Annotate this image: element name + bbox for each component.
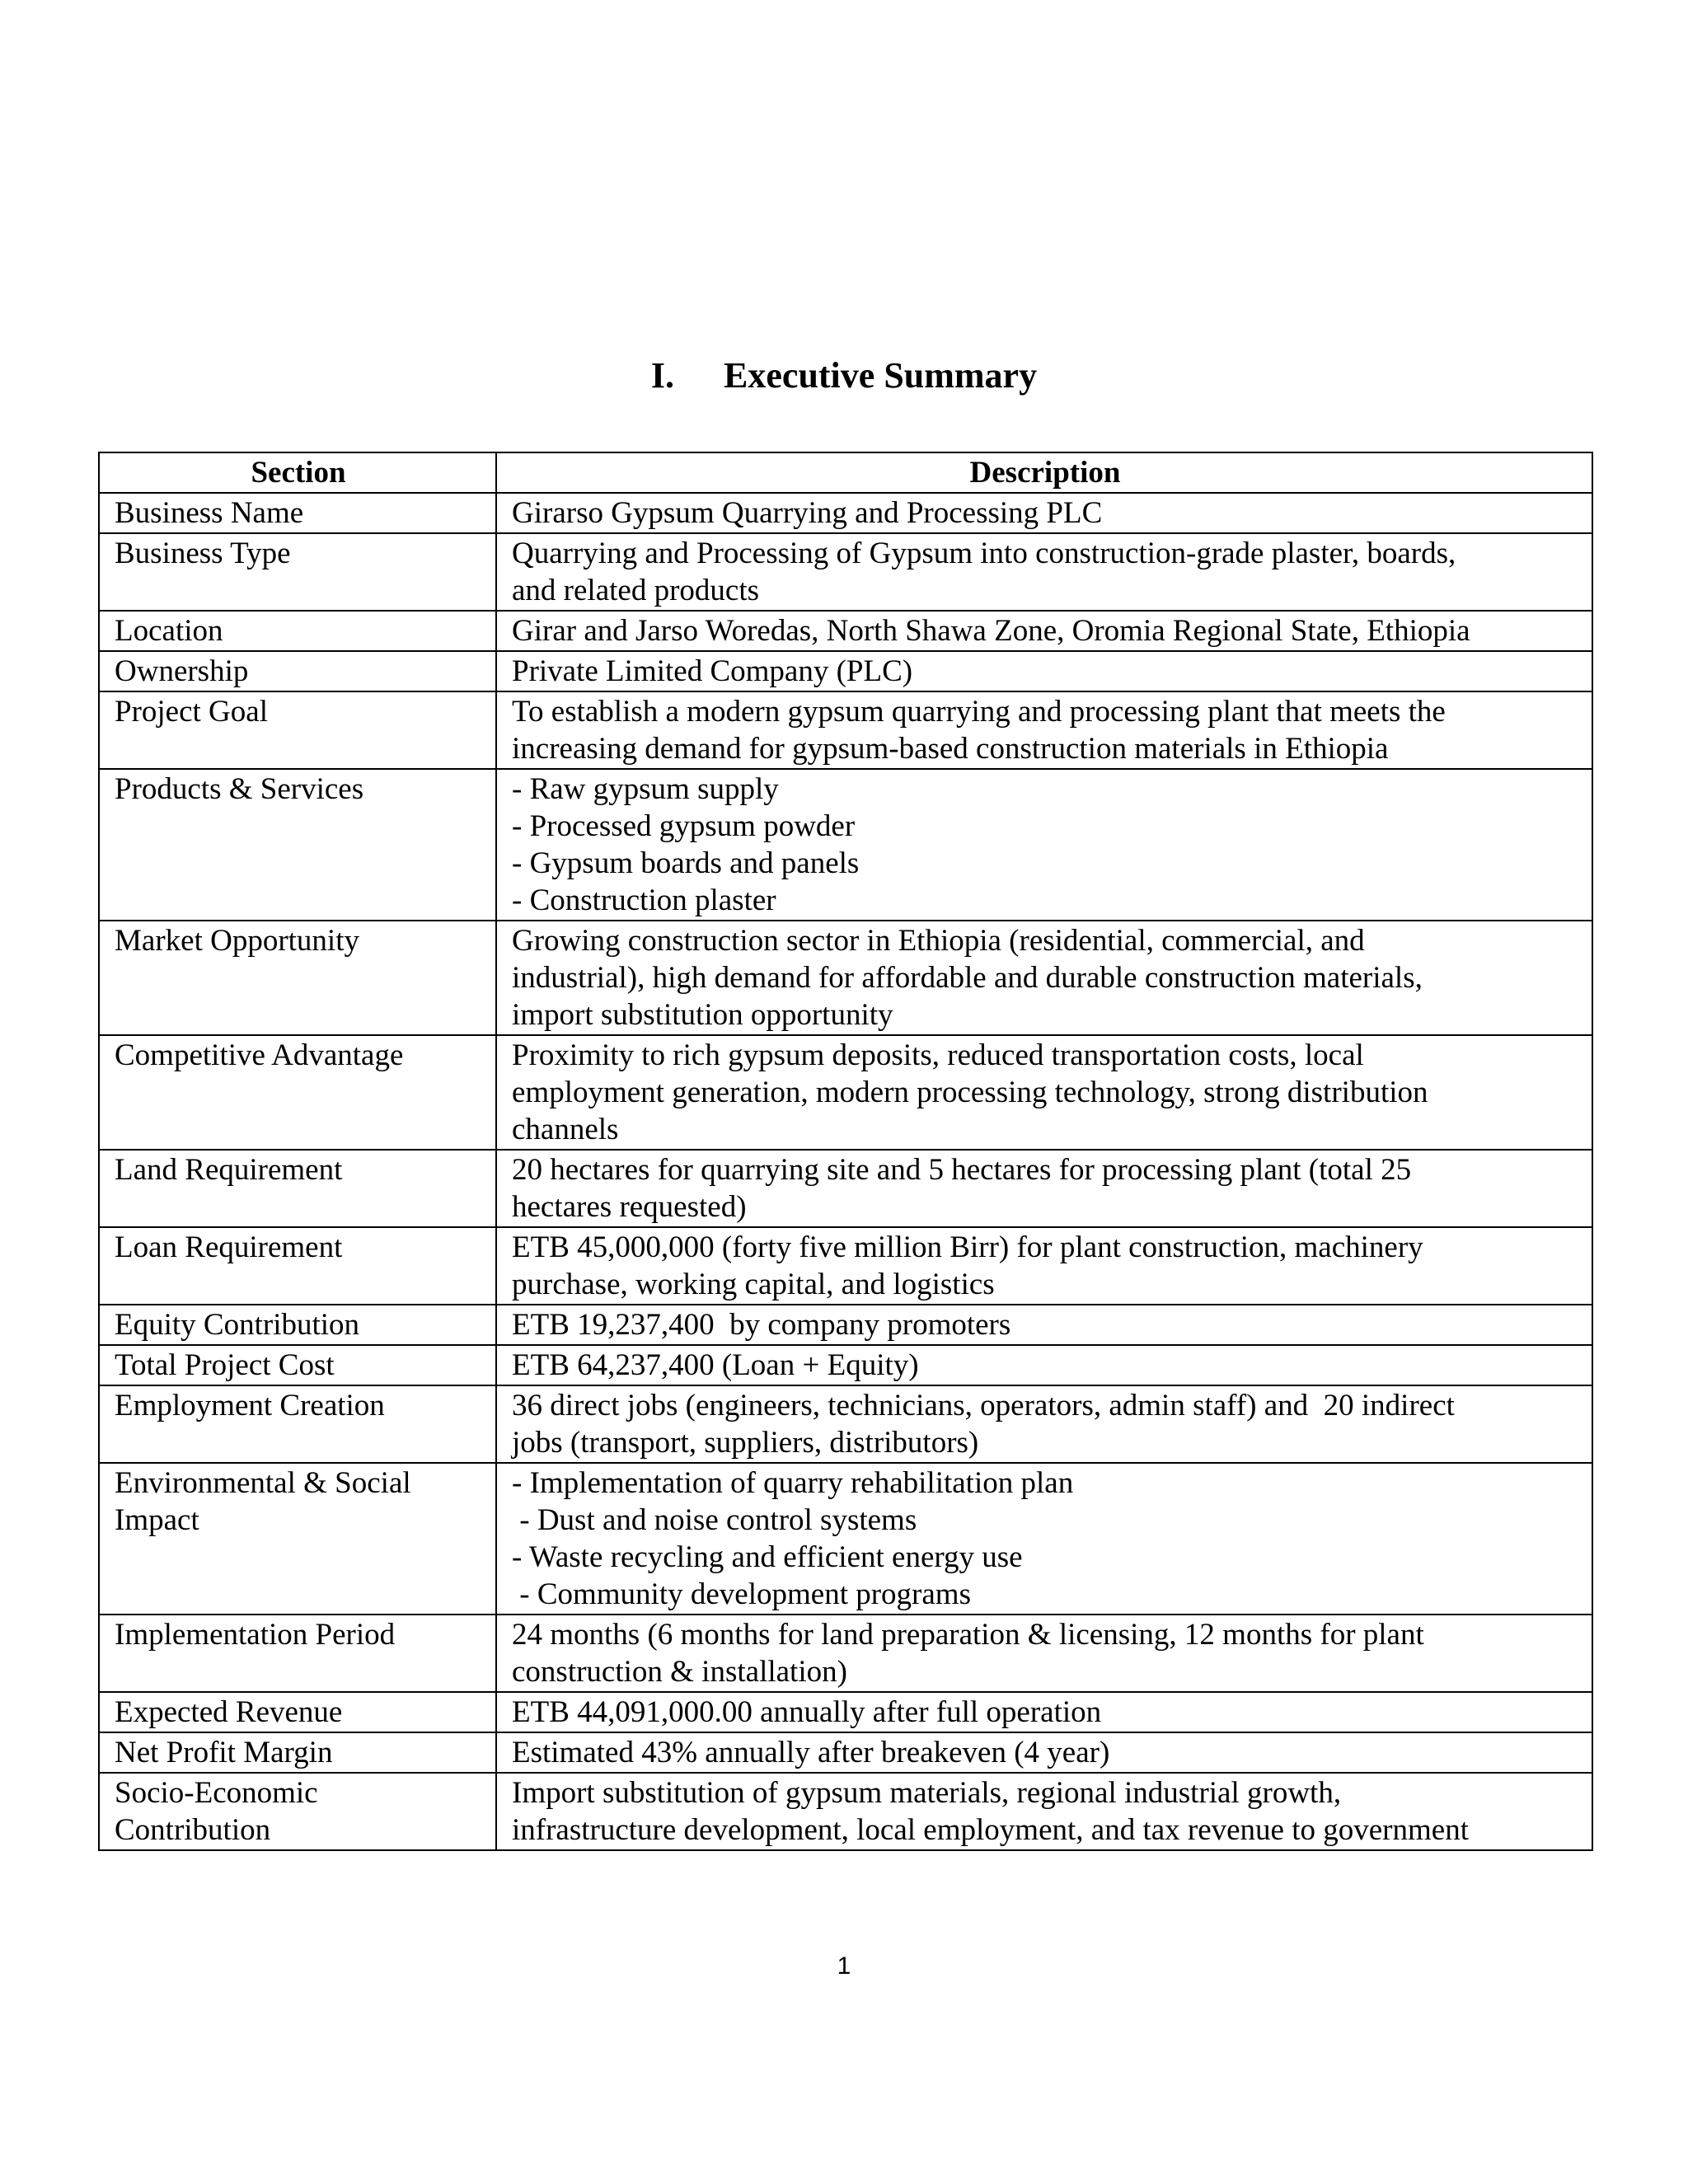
section-line: Ownership [115, 654, 249, 688]
table-header-row [99, 452, 1592, 493]
table-body [99, 493, 1592, 1850]
section-line: Contribution [115, 1813, 271, 1847]
section-line: Expected Revenue [115, 1695, 343, 1729]
description-line: purchase, working capital, and logistics [512, 1268, 995, 1301]
section-line: Market Opportunity [115, 924, 359, 958]
heading-number: I. [650, 355, 675, 396]
table-row [99, 691, 1592, 769]
description-line: channels [512, 1113, 619, 1146]
table-row [99, 1732, 1592, 1773]
section-line: Net Profit Margin [115, 1736, 333, 1769]
description-line: 24 months (6 months for land preparation & licensing, 12 months for plant [512, 1618, 1424, 1652]
table-row [99, 533, 1592, 611]
description-line: - Gypsum boards and panels [512, 846, 860, 880]
description-line: jobs (transport, suppliers, distributors) [512, 1426, 979, 1460]
section-cell [99, 1035, 496, 1150]
table-row [99, 1305, 1592, 1345]
description-line: 20 hectares for quarrying site and 5 hectares for processing plant (total 25 [512, 1153, 1412, 1187]
description-cell [496, 1035, 1592, 1150]
description-line: - Raw gypsum supply [512, 772, 779, 806]
description-cell [496, 1615, 1592, 1692]
description-line: - Community development programs [512, 1577, 971, 1611]
description-line: Girar and Jarso Woredas, North Shawa Zone, Oromia Regional State, Ethiopia [512, 614, 1470, 648]
description-line: industrial), high demand for affordable and durable construction materials, [512, 961, 1423, 995]
table-row [99, 1345, 1592, 1385]
description-cell [496, 611, 1592, 651]
description-cell [496, 691, 1592, 769]
description-line: Growing construction sector in Ethiopia (residential, commercial, and [512, 924, 1365, 958]
description-line: - Implementation of quarry rehabilitation plan [512, 1466, 1074, 1500]
description-line: Girarso Gypsum Quarrying and Processing PLC [512, 496, 1103, 530]
description-line: ETB 19,237,400 by company promoters [512, 1308, 1011, 1342]
description-line: ETB 44,091,000.00 annually after full operation [512, 1695, 1102, 1729]
section-cell [99, 1692, 496, 1732]
description-cell [496, 1345, 1592, 1385]
section-line: Environmental & Social [115, 1466, 411, 1500]
section-cell [99, 1463, 496, 1615]
description-line: Import substitution of gypsum materials, regional industrial growth, [512, 1776, 1342, 1810]
table-row [99, 493, 1592, 533]
description-line: ETB 64,237,400 (Loan + Equity) [512, 1348, 919, 1382]
table-row [99, 1150, 1592, 1227]
table-row [99, 1692, 1592, 1732]
section-cell [99, 1732, 496, 1773]
description-line: import substitution opportunity [512, 998, 893, 1032]
description-cell [496, 1463, 1592, 1615]
executive-summary-table [98, 452, 1593, 1851]
section-cell [99, 921, 496, 1035]
table-row [99, 921, 1592, 1035]
description-cell [496, 1305, 1592, 1345]
section-cell [99, 1773, 496, 1850]
description-line: 36 direct jobs (engineers, technicians, operators, admin staff) and 20 indirect [512, 1389, 1455, 1422]
section-line: Loan Requirement [115, 1230, 343, 1264]
section-line: Equity Contribution [115, 1308, 360, 1342]
section-line: Socio-Economic [115, 1776, 318, 1810]
section-line: Location [115, 614, 223, 648]
description-line: Proximity to rich gypsum deposits, reduced transportation costs, local [512, 1038, 1364, 1072]
section-cell [99, 533, 496, 611]
description-cell [496, 1227, 1592, 1305]
section-line: Project Goal [115, 695, 268, 729]
description-line: - Dust and noise control systems [512, 1503, 917, 1537]
description-cell [496, 1692, 1592, 1732]
section-cell [99, 1345, 496, 1385]
section-line: Total Project Cost [115, 1348, 335, 1382]
section-cell [99, 691, 496, 769]
description-line: Estimated 43% annually after breakeven (4 year) [512, 1736, 1110, 1769]
description-cell [496, 1150, 1592, 1227]
table-row [99, 651, 1592, 691]
description-line: Quarrying and Processing of Gypsum into construction-grade plaster, boards, [512, 537, 1456, 570]
description-cell [496, 533, 1592, 611]
description-line: employment generation, modern processing technology, strong distribution [512, 1076, 1428, 1109]
heading-title: Executive Summary [724, 355, 1038, 396]
description-cell [496, 921, 1592, 1035]
section-line: Employment Creation [115, 1389, 385, 1422]
section-line: Implementation Period [115, 1618, 396, 1652]
description-line: - Construction plaster [512, 883, 776, 917]
section-cell [99, 1150, 496, 1227]
page-heading [0, 353, 1688, 399]
description-line: Private Limited Company (PLC) [512, 654, 913, 688]
description-cell [496, 769, 1592, 921]
section-line: Business Type [115, 537, 291, 570]
section-cell [99, 1385, 496, 1463]
column-header-description: Description [496, 452, 1592, 493]
description-cell [496, 1773, 1592, 1850]
description-cell [496, 651, 1592, 691]
section-line: Impact [115, 1503, 199, 1537]
description-line: To establish a modern gypsum quarrying and processing plant that meets the [512, 695, 1446, 729]
description-cell [496, 1732, 1592, 1773]
description-line: hectares requested) [512, 1190, 747, 1224]
section-cell [99, 1305, 496, 1345]
description-line: ETB 45,000,000 (forty five million Birr) for plant construction, machinery [512, 1230, 1423, 1264]
description-line: increasing demand for gypsum-based construction materials in Ethiopia [512, 732, 1389, 766]
description-line: construction & installation) [512, 1655, 847, 1689]
column-header-section: Section [99, 452, 496, 493]
description-line: - Processed gypsum powder [512, 809, 856, 843]
section-cell [99, 1615, 496, 1692]
table-row [99, 1385, 1592, 1463]
table-row [99, 1227, 1592, 1305]
section-line: Land Requirement [115, 1153, 343, 1187]
section-line: Competitive Advantage [115, 1038, 404, 1072]
description-line: and related products [512, 574, 759, 607]
section-line: Products & Services [115, 772, 364, 806]
table-row [99, 1463, 1592, 1615]
page-number: 1 [837, 1952, 851, 1980]
table-row [99, 769, 1592, 921]
section-cell [99, 611, 496, 651]
table-row [99, 1035, 1592, 1150]
description-line: - Waste recycling and efficient energy use [512, 1540, 1023, 1574]
section-cell [99, 769, 496, 921]
table-row [99, 1773, 1592, 1850]
table-row [99, 611, 1592, 651]
section-cell [99, 651, 496, 691]
section-cell [99, 1227, 496, 1305]
table-row [99, 1615, 1592, 1692]
section-line: Business Name [115, 496, 304, 530]
description-cell [496, 1385, 1592, 1463]
section-cell [99, 493, 496, 533]
description-line: infrastructure development, local employment, and tax revenue to government [512, 1813, 1469, 1847]
description-cell [496, 493, 1592, 533]
